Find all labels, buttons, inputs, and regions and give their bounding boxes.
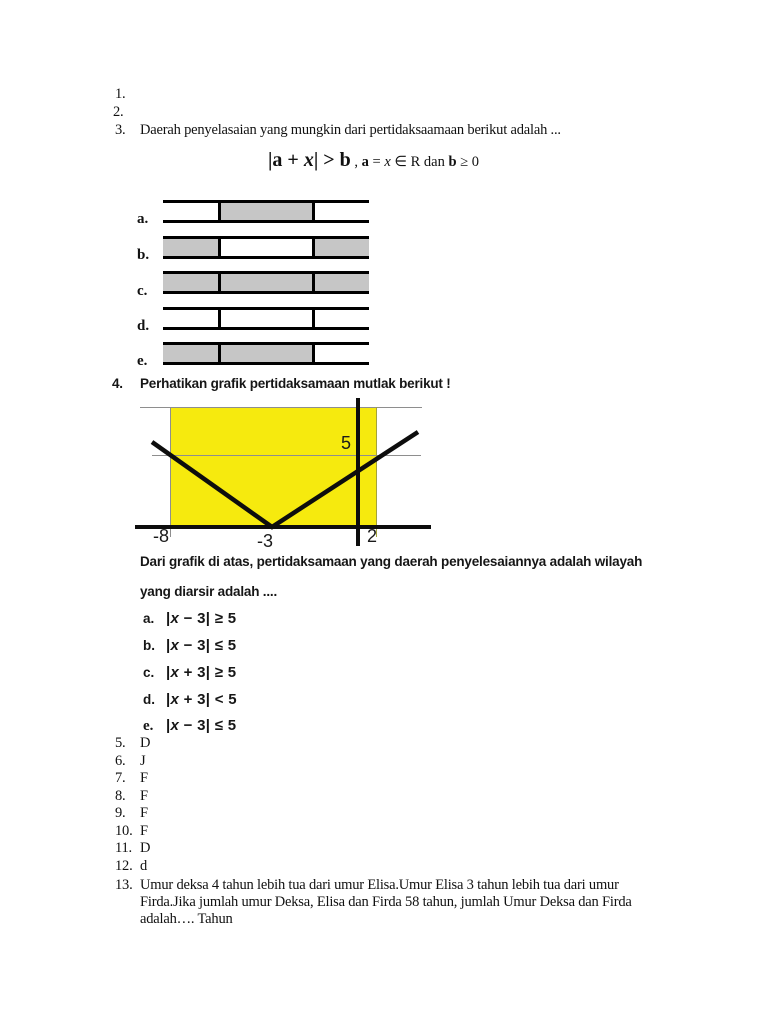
q4-option-b	[143, 637, 236, 655]
answer-value: d	[140, 858, 148, 874]
number-line-segment-left	[163, 274, 218, 291]
x-tick-label-2: 2	[367, 526, 378, 546]
answer-number: 9.	[115, 805, 126, 821]
answer-value: D	[140, 735, 151, 751]
answer-item-5	[115, 735, 150, 752]
question-3-text: Daerah penyelasaian yang mungkin dari pertidaksaamaan berikut adalah ...	[140, 122, 561, 138]
answer-item-9	[115, 805, 148, 822]
formula-part: ∈ R dan	[390, 154, 449, 170]
expression-rest: + 3| < 5	[179, 691, 237, 708]
variable-x: x	[170, 610, 180, 627]
expression-rest: + 3| ≥ 5	[179, 664, 237, 681]
answer-item-12	[115, 858, 147, 875]
number-line-diagram-c	[163, 271, 369, 294]
answer-item-11	[115, 840, 150, 857]
abs-bar: |	[166, 610, 171, 627]
q4-option-expression	[166, 717, 236, 734]
expression-rest: − 3| ≤ 5	[179, 637, 237, 654]
q4-option-expression	[166, 664, 236, 681]
q4-option-expression	[166, 691, 237, 708]
number-line-segment-left	[163, 345, 218, 362]
y-tick-label-5: 5	[340, 433, 351, 453]
abs-bar: |	[166, 637, 171, 654]
number-line-segment-left	[163, 203, 218, 220]
q4-option-label: a.	[143, 611, 155, 626]
number-line-diagram-d	[163, 307, 369, 330]
number-line-segment-left	[163, 239, 218, 256]
answer-number: 10.	[115, 823, 133, 839]
formula-a: a	[361, 154, 369, 170]
question-13-line1: Umur deksa 4 tahun lebih tua dari umur Elisa.Umur Elisa 3 tahun lebih tua dari umur	[140, 877, 619, 893]
answer-value: D	[140, 840, 151, 856]
answer-value: F	[140, 823, 148, 839]
number-line-segment-middle	[218, 203, 315, 220]
formula-main	[268, 149, 351, 171]
number-line-segment-right	[315, 203, 369, 220]
number-line-segment-middle	[218, 345, 315, 362]
number-line-diagram-a	[163, 200, 369, 223]
number-line-diagram-e	[163, 342, 369, 365]
v-curve	[135, 398, 435, 554]
formula-condition	[351, 154, 479, 170]
answer-value: J	[140, 753, 146, 769]
variable-x: x	[170, 691, 180, 708]
number-line-segment-right	[315, 274, 369, 291]
answer-number: 5.	[115, 735, 126, 751]
answer-number: 6.	[115, 753, 126, 769]
number-line-segment-middle	[218, 310, 315, 327]
question-4	[112, 376, 451, 391]
number-line-segment-right	[315, 310, 369, 327]
number-line-diagram-b	[163, 236, 369, 259]
question-13-line3: adalah…. Tahun	[140, 911, 233, 927]
list-item-2: 2.	[113, 104, 124, 120]
question-13-number: 13.	[115, 877, 133, 893]
formula	[268, 149, 479, 172]
x-tick-label-minus-3: -3	[257, 531, 274, 551]
answer-item-6	[115, 753, 145, 770]
answer-number: 12.	[115, 858, 133, 874]
formula-part: |a +	[268, 149, 304, 171]
q4-option-label: b.	[143, 638, 155, 653]
q4-option-c	[143, 664, 236, 682]
q4-option-expression	[166, 637, 236, 654]
expression-rest: − 3| ≤ 5	[179, 717, 237, 734]
abs-bar: |	[166, 664, 171, 681]
number-line-segment-left	[163, 310, 218, 327]
answer-value: F	[140, 788, 148, 804]
number-line-segment-middle	[218, 239, 315, 256]
question-3	[115, 122, 561, 139]
variable-x: x	[170, 664, 180, 681]
q4-prompt-line1: Dari grafik di atas, pertidaksamaan yang daerah penyelesaiannya adalah wilayah	[140, 554, 643, 569]
x-tick-label-minus-8: -8	[153, 526, 170, 546]
q4-prompt-line2: yang diarsir adalah ....	[140, 584, 278, 599]
answer-number: 8.	[115, 788, 126, 804]
q4-option-label: e.	[143, 718, 154, 734]
q3-option-label-e: e.	[137, 353, 148, 369]
answer-item-10	[115, 823, 148, 840]
formula-part: =	[368, 154, 385, 170]
abs-bar: |	[166, 717, 171, 734]
q4-option-expression	[166, 610, 236, 627]
abs-bar: |	[166, 691, 171, 708]
variable-x: x	[170, 637, 180, 654]
answer-value: F	[140, 805, 148, 821]
formula-part: ,	[350, 154, 362, 170]
q3-option-label-d: d.	[137, 318, 150, 334]
formula-part: | > b	[313, 149, 351, 171]
answer-number: 11.	[115, 840, 132, 856]
q3-option-label-a: a.	[137, 211, 149, 227]
formula-b: b	[448, 154, 457, 170]
answer-value: F	[140, 770, 148, 786]
answer-item-8	[115, 788, 148, 805]
q4-option-a	[143, 610, 236, 628]
expression-rest: − 3| ≥ 5	[179, 610, 237, 627]
question-4-text: Perhatikan grafik pertidaksamaan mutlak berikut !	[140, 376, 451, 391]
number-line-segment-right	[315, 345, 369, 362]
question-4-number: 4.	[112, 376, 123, 391]
variable-x: x	[170, 717, 180, 734]
question-3-number: 3.	[115, 122, 126, 138]
formula-part: ≥ 0	[456, 154, 480, 170]
answer-number: 7.	[115, 770, 126, 786]
number-line-segment-right	[315, 239, 369, 256]
absolute-value-graph	[135, 398, 435, 554]
question-13-line2: Firda.Jika jumlah umur Deksa, Elisa dan Firda 58 tahun, jumlah Umur Deksa dan Firda	[140, 894, 632, 910]
q4-option-d	[143, 691, 237, 709]
q4-option-label: d.	[143, 692, 155, 707]
formula-variable-x: x	[303, 149, 314, 171]
q3-option-label-b: b.	[137, 247, 150, 263]
number-line-segment-middle	[218, 274, 315, 291]
list-item-1: 1.	[115, 86, 126, 102]
q4-option-e	[143, 717, 236, 735]
formula-variable-x: x	[384, 154, 391, 170]
answer-item-7	[115, 770, 148, 787]
q3-option-label-c: c.	[137, 283, 148, 299]
q4-option-label: c.	[143, 665, 155, 680]
